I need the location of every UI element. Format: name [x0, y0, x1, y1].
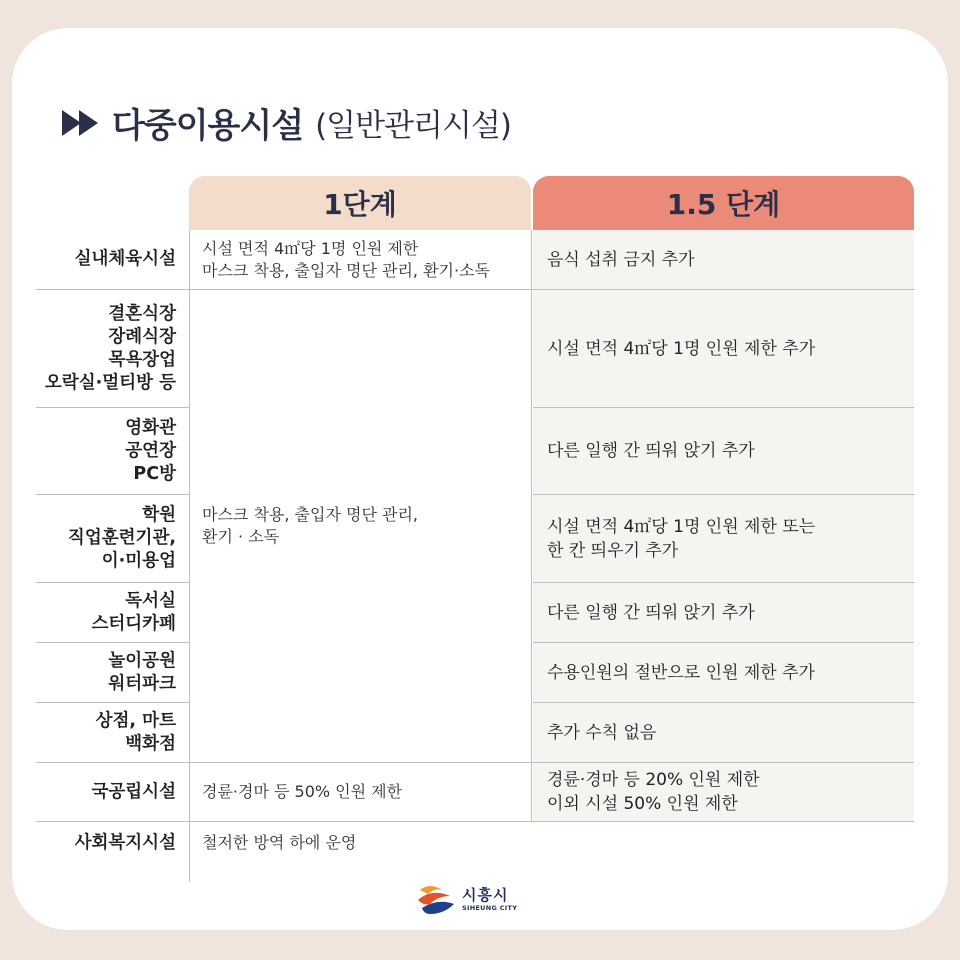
row-divider [36, 582, 190, 583]
stage15-cell: 경륜·경마 등 20% 인원 제한 이외 시설 50% 인원 제한 [533, 763, 914, 821]
row-divider [533, 494, 914, 495]
column-divider [531, 230, 532, 822]
row-divider [533, 642, 914, 643]
row-divider [533, 582, 914, 583]
stage15-cell: 다른 일행 간 띄워 앉기 추가 [533, 408, 914, 494]
stage1-cell-merged: 마스크 착용, 출입자 명단 관리, 환기 · 소독 [202, 505, 418, 546]
stage15-cell: 시설 면적 4㎡당 1명 인원 제한 추가 [533, 290, 914, 407]
row-divider [36, 642, 190, 643]
row-label: 상점, 마트 백화점 [95, 710, 176, 754]
siheung-logo-icon [416, 884, 456, 916]
stage1-cell: 철저한 방역 하에 운영 [202, 833, 357, 852]
row-divider [36, 494, 190, 495]
stage15-cell: 다른 일행 간 띄워 앉기 추가 [533, 583, 914, 642]
stage1-cell: 경륜·경마 등 50% 인원 제한 [202, 782, 403, 801]
row-divider [533, 702, 914, 703]
logo-english: SIHEUNG CITY [462, 904, 518, 913]
row-divider [533, 407, 914, 408]
column-divider [189, 230, 190, 882]
double-play-icon [62, 110, 100, 136]
row-label: 실내체육시설 [74, 249, 176, 269]
row-label: 학원 직업훈련기관, 이·미용업 [67, 505, 176, 571]
row-label: 국공립시설 [91, 781, 176, 802]
row-divider [36, 702, 190, 703]
row-label: 사회복지시설 [74, 832, 176, 853]
title-main: 다중이용시설 [112, 106, 304, 146]
logo-korean: 시흥시 [462, 886, 509, 905]
page-title [62, 98, 511, 147]
stage1-header: 1단계 [189, 176, 531, 230]
stage15-cell: 음식 섭취 금지 추가 [533, 230, 914, 289]
title-sub: (일반관리시설) [315, 108, 511, 144]
stage1-cell: 시설 면적 4㎡당 1명 인원 제한 마스크 착용, 출입자 명단 관리, 환기·소독 [202, 238, 490, 280]
row-divider [36, 407, 190, 408]
row-label: 영화관 공연장 PC방 [125, 417, 176, 484]
siheung-city-logo [416, 884, 517, 916]
stage15-cell: 시설 면적 4㎡당 1명 인원 제한 또는 한 칸 띄우기 추가 [533, 495, 914, 582]
row-divider [36, 289, 914, 290]
row-divider [36, 762, 914, 763]
row-label: 결혼식장 장례식장 목욕장업 오락실·멀티방 등 [44, 303, 176, 393]
row-label: 독서실 스터디카페 [91, 590, 176, 634]
row-divider [36, 821, 914, 822]
stage15-cell: 수용인원의 절반으로 인원 제한 추가 [533, 643, 914, 702]
stage15-cell: 추가 수칙 없음 [533, 703, 914, 762]
row-label: 놀이공원 워터파크 [108, 650, 176, 694]
stage15-header: 1.5 단계 [533, 176, 914, 230]
